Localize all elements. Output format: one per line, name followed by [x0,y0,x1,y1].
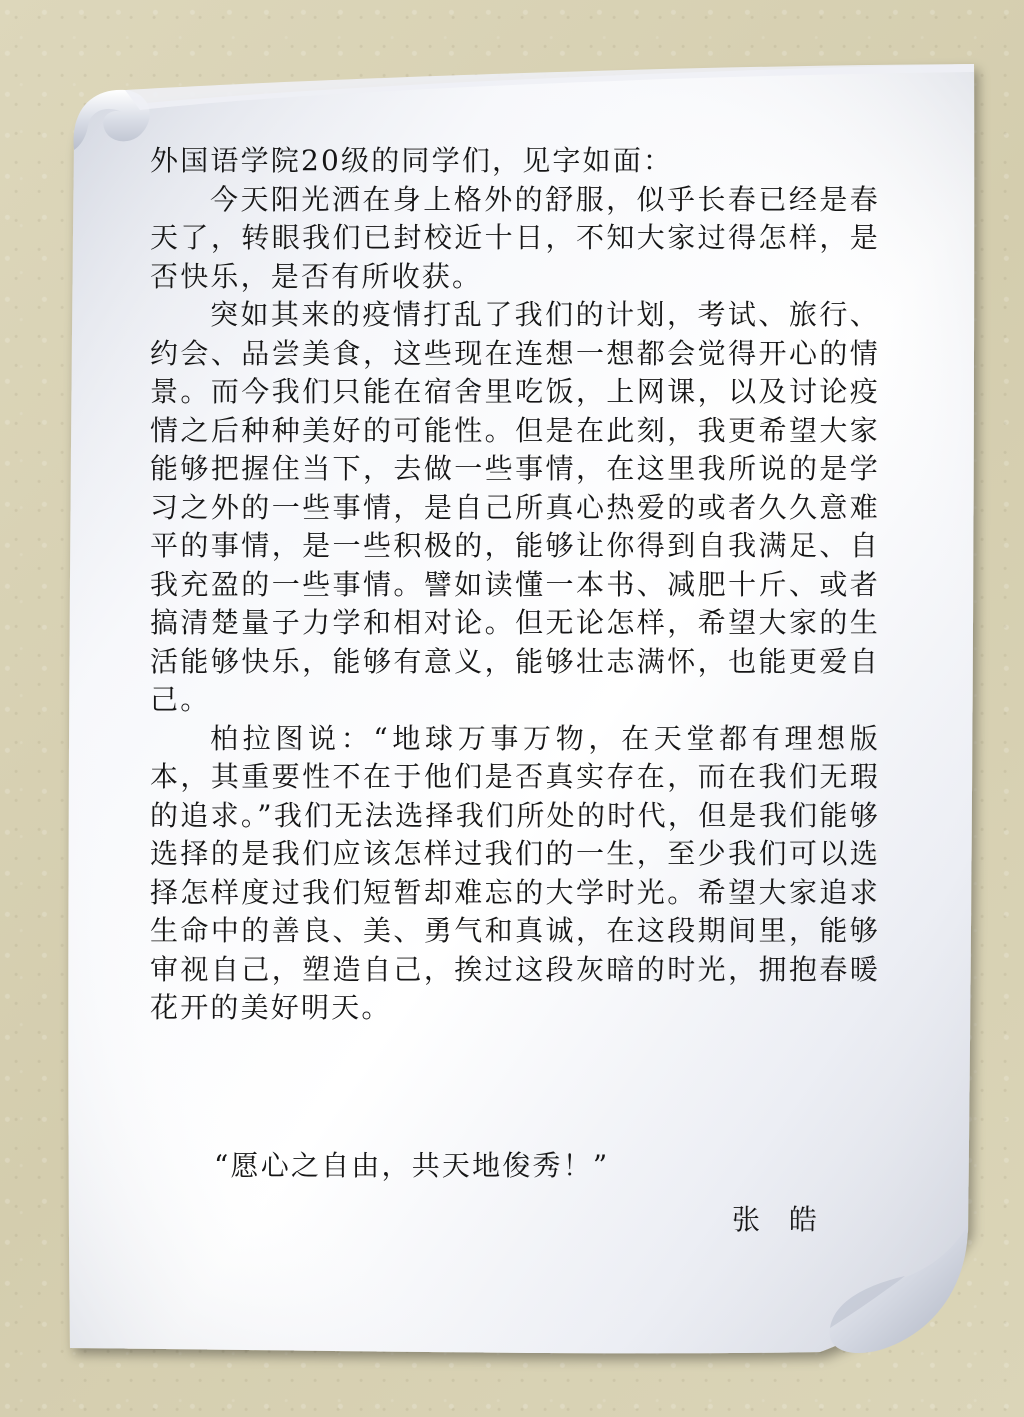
letter-signature: 张 皓 [732,1203,827,1236]
letter-paragraph-2: 突如其来的疫情打乱了我们的计划，考试、旅行、约会、品尝美食，这些现在连想一想都会觉得开心的情景。而今我们只能在宿舍里吃饭，上网课，以及讨论疫情之后种种美好的可能性。但是在此刻，我更希望大家能够把握住当下，去做一些事情，在这里我所说的是学习之外的一些事情，是自己所真心热爱的或者久久意难平的事情，是一些积极的，能够让你得到自我满足、自我充盈的一些事情。譬如读懂一本书、减肥十斤、或者搞清楚量子力学和相对论。但无论怎样，希望大家的生活能够快乐，能够有意义，能够壮志满怀，也能更爱自己。 [150,298,880,716]
letter-motto: “愿心之自由，共天地俊秀！” [214,1149,610,1182]
letter-salutation: 外国语学院20级的同学们，见字如面： [150,144,674,177]
letter-paragraph-1: 今天阳光洒在身上格外的舒服，似乎长春已经是春天了，转眼我们已封校近十日，不知大家过得怎样，是否快乐，是否有所收获。 [150,182,880,293]
letter-body [150,142,880,1028]
letter-paragraph-3: 柏拉图说：“地球万事万物，在天堂都有理想版本，其重要性不在于他们是否真实存在，而在我们无瑕的追求。”我们无法选择我们所处的时代，但是我们能够选择的是我们应该怎样过我们的一生，至少我们可以选择怎样度过我们短暂却难忘的大学时光。希望大家追求生命中的善良、美、勇气和真诚，在这段期间里，能够审视自己，塑造自己，挨过这段灰暗的时光，拥抱春暖花开的美好明天。 [150,721,880,1024]
